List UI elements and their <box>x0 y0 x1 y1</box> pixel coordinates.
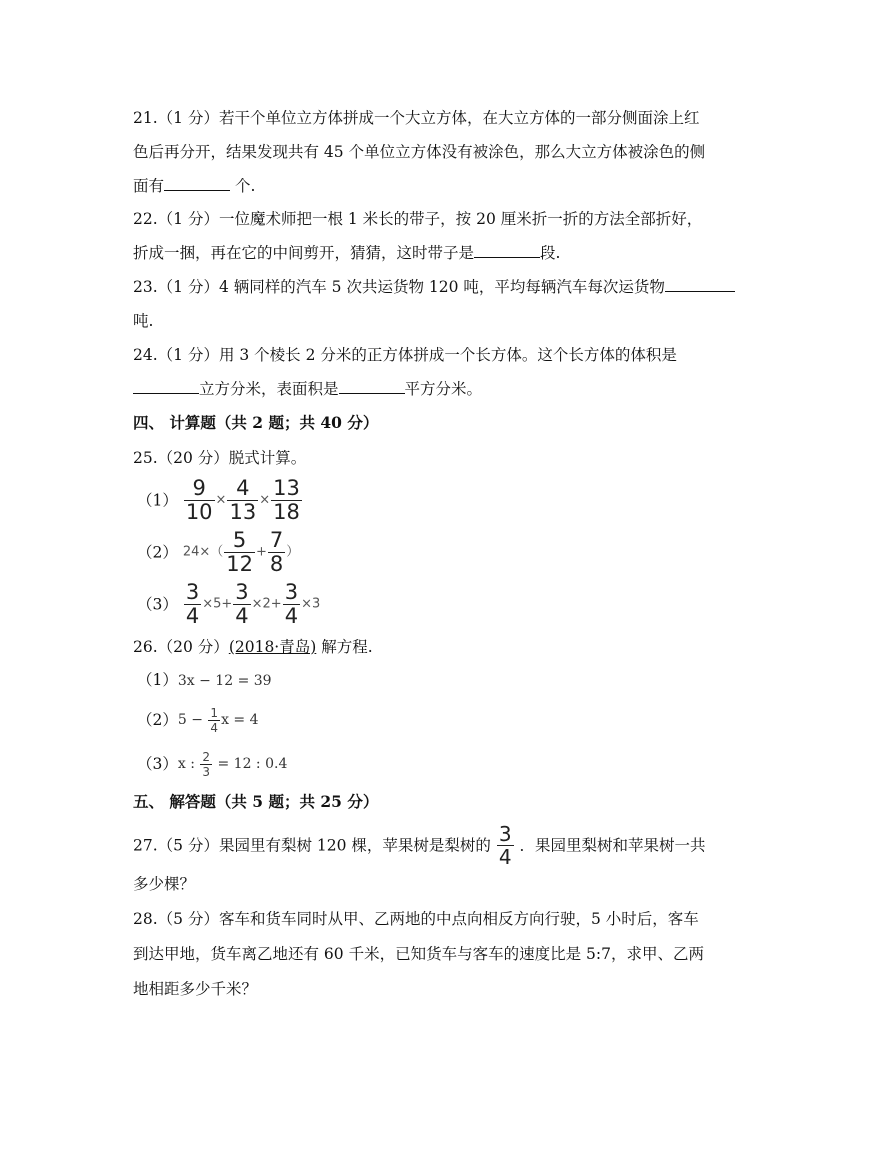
q26-part1 <box>137 670 272 691</box>
q25-p2-prefix: 24×（ <box>182 544 224 560</box>
q26-part3 <box>137 748 287 779</box>
plus-sign: + <box>255 544 267 560</box>
q25-p2-frac-a: $\frac{5}{12}$ <box>226 528 253 576</box>
q26-title-a: 26.（20 分） <box>133 638 229 656</box>
q21-text-a: 面有 <box>133 177 165 195</box>
q24-line1: 24.（1 分）用 3 个棱长 2 分米的正方体拼成一个长方体。这个长方体的体积是 <box>133 346 677 364</box>
q25-p3-frac-2: $\frac{3}{4}$ <box>235 580 249 628</box>
q27-line1 <box>133 824 706 867</box>
q25-part1 <box>137 478 303 523</box>
q25-part3 <box>137 582 320 627</box>
q25-title: 25.（20 分）脱式计算。 <box>133 449 307 467</box>
q27-line2: 多少棵？ <box>133 875 196 893</box>
q24-line2 <box>133 379 482 399</box>
q21-line1: 21.（1 分）若干个单位立方体拼成一个大立方体，在大立方体的一部分侧面涂上红 <box>133 109 700 127</box>
q22-answer-blank[interactable] <box>474 243 540 258</box>
q25-p3-term3: ×3 <box>301 596 321 612</box>
q24-area-blank[interactable] <box>339 379 405 394</box>
q26-p3-frac: $\frac{2}{3}$ <box>202 749 211 779</box>
q21-text-b: 个. <box>230 177 256 195</box>
q26-part2 <box>137 704 259 735</box>
q21-answer-blank[interactable] <box>164 176 230 191</box>
q25-p1-frac-b: $\frac{4}{13}$ <box>229 476 257 524</box>
q26-p2-pre: 5 − <box>177 712 208 728</box>
q26-p1-label: （1） <box>137 671 178 689</box>
q23-text-a: 23.（1 分）4 辆同样的汽车 5 次共运货物 120 吨，平均每辆汽车每次运货物 <box>133 278 665 296</box>
q25-p1-label: （1） <box>137 491 178 510</box>
q22-line1: 22.（1 分）一位魔术师把一根 1 米长的带子，按 20 厘米折一折的方法全部折好， <box>133 210 703 228</box>
q27-text-a: 27.（5 分）果园里有梨树 120 棵，苹果树是梨树的 <box>133 836 491 855</box>
q22-line2 <box>133 243 560 263</box>
q25-p2-frac-b: $\frac{7}{8}$ <box>269 528 284 576</box>
q26-p2-label: （2） <box>137 711 178 729</box>
section-5-heading: 五、 解答题（共 5 题；共 25 分） <box>133 792 379 811</box>
q21-line2: 色后再分开，结果发现共有 45 个单位立方体没有被涂色，那么大立方体被涂色的侧 <box>133 143 706 161</box>
q27-fraction: $\frac{3}{4}$ <box>498 822 512 869</box>
q22-text-a: 折成一捆，再在它的中间剪开，猜猜，这时带子是 <box>133 244 475 262</box>
q24-text-b: 平方分米。 <box>404 380 483 398</box>
q26-p3-post: = 12 : 0.4 <box>213 756 288 772</box>
q22-text-b: 段. <box>540 244 561 262</box>
section-4-heading: 四、 计算题（共 2 题；共 40 分） <box>133 413 379 432</box>
q25-p3-frac-3: $\frac{3}{4}$ <box>284 580 299 628</box>
q25-p3-label: （3） <box>137 595 178 614</box>
times-sign: × <box>259 492 271 508</box>
q24-text-a: 立方分米，表面积是 <box>199 380 339 398</box>
q25-p3-term2: ×2+ <box>251 596 282 612</box>
q26-p2-post: x = 4 <box>221 712 259 728</box>
q25-p1-frac-c: $\frac{13}{18}$ <box>273 476 300 524</box>
q26-source-link[interactable]: (2018·青岛) <box>228 638 317 656</box>
q23-line1 <box>133 277 735 297</box>
q27-text-b: ．果园里梨树和苹果树一共 <box>519 836 706 855</box>
q23-line2: 吨. <box>133 312 154 330</box>
q28-line3: 地相距多少千米？ <box>133 980 258 998</box>
q23-answer-blank[interactable] <box>665 277 735 292</box>
q21-line3 <box>133 176 255 196</box>
q26-p3-pre: x : <box>177 756 200 772</box>
q25-part2 <box>137 530 299 575</box>
q28-line2: 到达甲地，货车离乙地还有 60 千米，已知货车与客车的速度比是 5:7，求甲、乙两 <box>133 945 704 963</box>
q25-p2-label: （2） <box>137 543 178 562</box>
q26-p2-frac: $\frac{1}{4}$ <box>210 705 219 735</box>
q25-p3-term1: ×5+ <box>202 596 233 612</box>
times-sign: × <box>215 492 227 508</box>
q26-title-b: 解方程. <box>316 638 373 656</box>
q24-volume-blank[interactable] <box>133 379 199 394</box>
q28-line1: 28.（5 分）客车和货车同时从甲、乙两地的中点向相反方向行驶，5 小时后，客车 <box>133 910 699 928</box>
q26-p3-label: （3） <box>137 755 178 773</box>
q26-p1-equation: 3x − 12 = 39 <box>177 673 272 689</box>
q25-p2-suffix: ） <box>286 544 300 560</box>
q26-title <box>133 637 373 657</box>
q25-p3-frac-1: $\frac{3}{4}$ <box>185 580 200 628</box>
q25-p1-frac-a: $\frac{9}{10}$ <box>185 476 213 524</box>
